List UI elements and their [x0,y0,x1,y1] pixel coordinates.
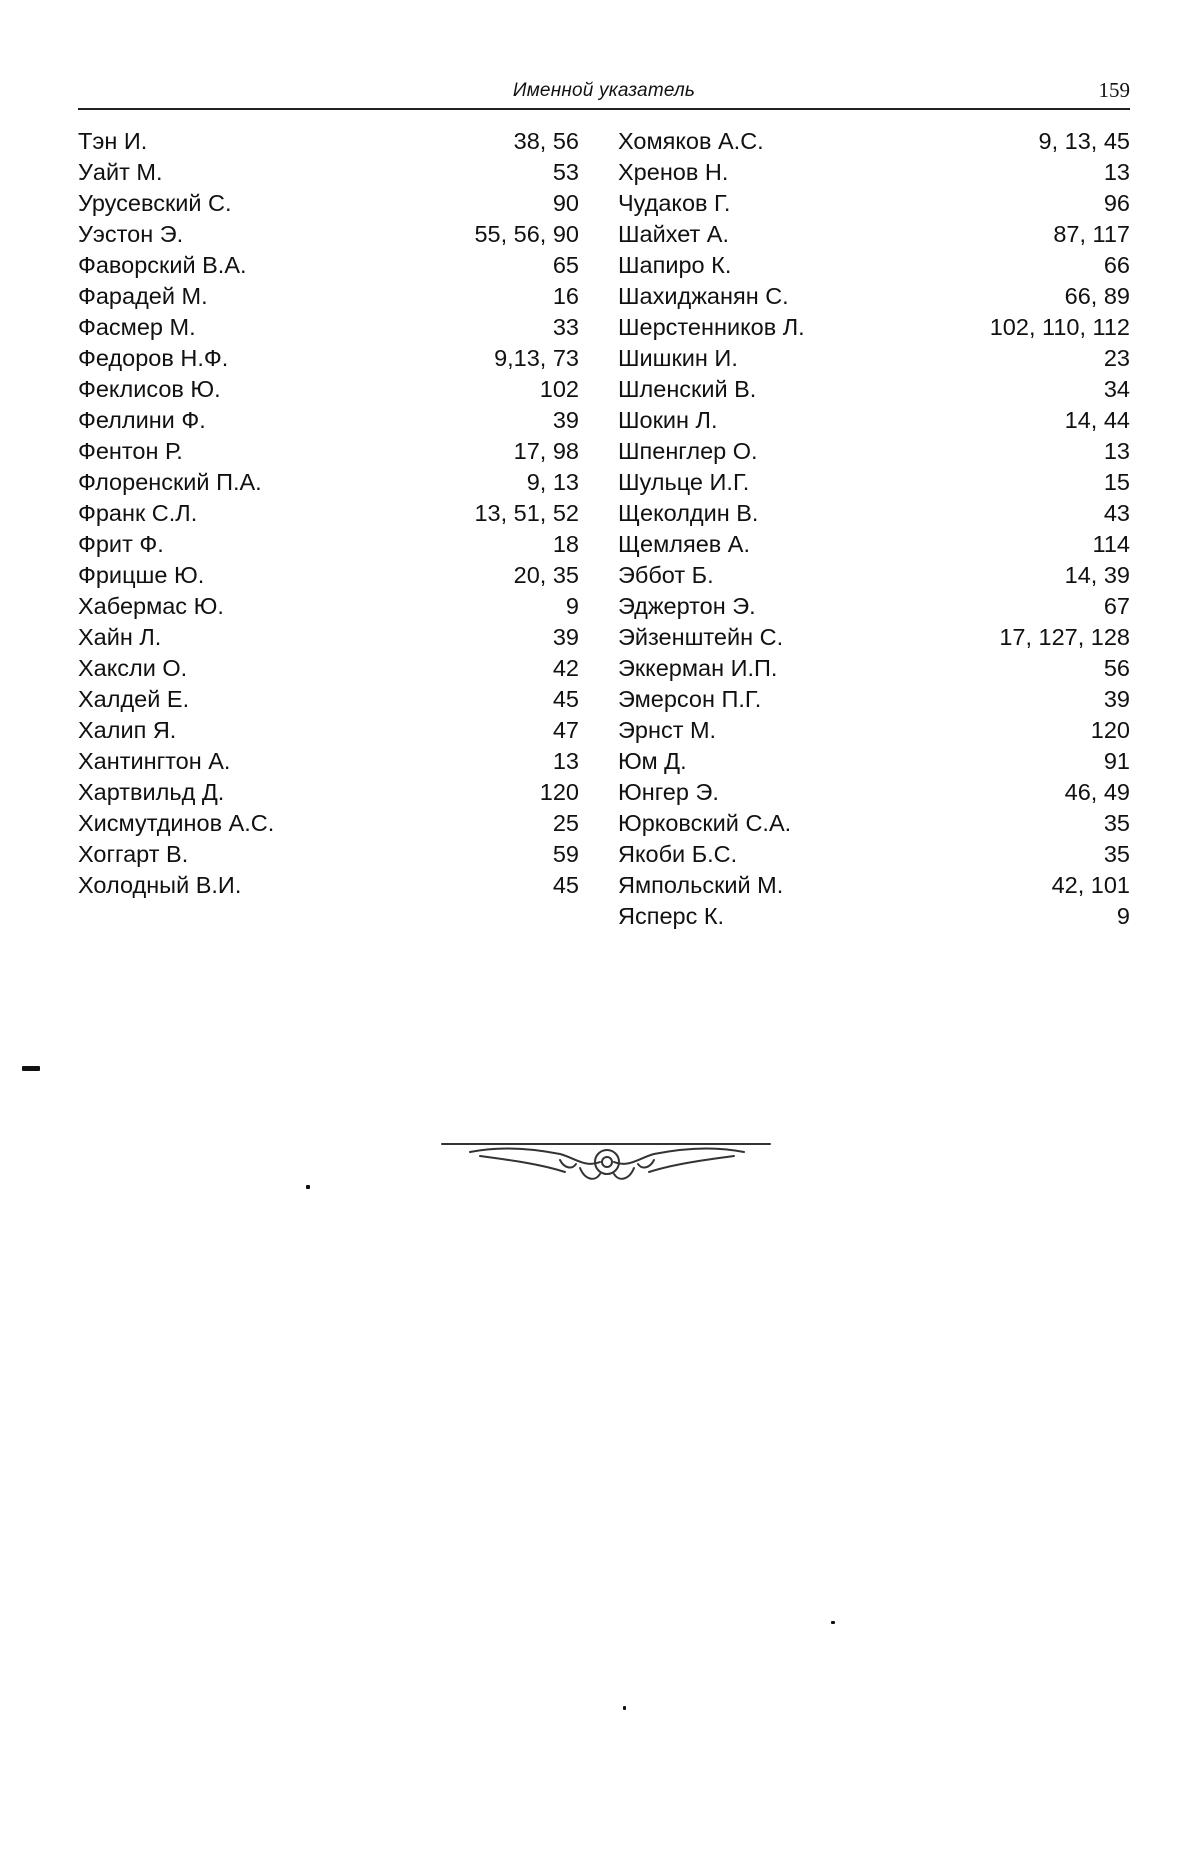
entry-pages: 96 [1103,190,1130,216]
entry-pages: 9 [1116,903,1130,929]
entry-pages: 114 [1092,531,1130,557]
entry-pages: 90 [552,190,579,216]
entry-name: Фарадей М. [78,283,208,309]
dust-speck [623,1706,626,1710]
entry-pages: 15 [1103,469,1130,495]
entry-name: Хартвильд Д. [78,779,225,805]
entry-name: Ясперс К. [618,903,725,929]
entry-name: Феклисов Ю. [78,376,221,402]
entry-name: Юрковский С.А. [618,810,792,836]
entry-pages: 47 [552,717,579,743]
decorative-vignette-icon [440,1138,774,1186]
entry-pages: 13 [1103,159,1130,185]
index-entry [78,746,579,777]
entry-name: Хаксли О. [78,655,188,681]
index-entry [78,684,579,715]
margin-mark [22,1066,40,1071]
entry-pages: 67 [1103,593,1130,619]
entry-pages: 9 [565,593,579,619]
index-entry [618,591,1130,622]
entry-pages: 25 [552,810,579,836]
index-entry [78,870,579,901]
entry-pages: 23 [1103,345,1130,371]
entry-pages: 9, 13, 45 [1038,128,1130,154]
entry-name: Хоггарт В. [78,841,189,867]
entry-name: Хисмутдинов А.С. [78,810,275,836]
index-entry [78,560,579,591]
entry-name: Феллини Ф. [78,407,206,433]
index-entry [78,126,579,157]
index-entry [618,126,1130,157]
entry-name: Флоренский П.А. [78,469,262,495]
entry-name: Фасмер М. [78,314,196,340]
entry-pages: 17, 127, 128 [999,624,1130,650]
entry-pages: 17, 98 [513,438,579,464]
index-entry [78,467,579,498]
entry-pages: 38, 56 [513,128,579,154]
index-entry [78,312,579,343]
entry-name: Шленский В. [618,376,757,402]
entry-name: Эмерсон П.Г. [618,686,762,712]
entry-pages: 20, 35 [513,562,579,588]
entry-name: Щеколдин В. [618,500,759,526]
index-entry [618,312,1130,343]
index-entry [618,622,1130,653]
index-entry [618,157,1130,188]
entry-pages: 14, 44 [1064,407,1130,433]
entry-pages: 35 [1103,810,1130,836]
entry-name: Халдей Е. [78,686,190,712]
entry-pages: 43 [1103,500,1130,526]
index-entry [618,405,1130,436]
entry-pages: 65 [552,252,579,278]
entry-pages: 66 [1103,252,1130,278]
entry-name: Щемляев А. [618,531,750,557]
index-entry [78,374,579,405]
index-entry [618,343,1130,374]
entry-pages: 39 [552,407,579,433]
index-entry [618,901,1130,932]
entry-pages: 39 [1103,686,1130,712]
entry-name: Шульце И.Г. [618,469,750,495]
entry-name: Эккерман И.П. [618,655,778,681]
entry-pages: 34 [1103,376,1130,402]
index-entry [78,529,579,560]
index-entry [618,374,1130,405]
entry-pages: 45 [552,686,579,712]
index-entry [618,219,1130,250]
entry-pages: 102, 110, 112 [989,314,1130,340]
entry-pages: 16 [552,283,579,309]
index-entry [618,777,1130,808]
entry-pages: 18 [552,531,579,557]
entry-name: Шпенглер О. [618,438,758,464]
entry-pages: 9,13, 73 [494,345,579,371]
entry-pages: 14, 39 [1064,562,1130,588]
entry-name: Чудаков Г. [618,190,731,216]
index-entry [618,808,1130,839]
index-entry [618,436,1130,467]
entry-name: Тэн И. [78,128,148,154]
index-entry [618,715,1130,746]
entry-name: Якоби Б.С. [618,841,738,867]
entry-name: Фрит Ф. [78,531,164,557]
entry-pages: 66, 89 [1064,283,1130,309]
running-title: Именной указатель [512,80,696,101]
entry-pages: 59 [552,841,579,867]
dust-speck [831,1621,835,1624]
index-entry [78,188,579,219]
entry-pages: 120 [539,779,579,805]
index-entry [78,777,579,808]
entry-name: Шерстенников Л. [618,314,805,340]
entry-name: Эббот Б. [618,562,714,588]
entry-pages: 9, 13 [526,469,579,495]
index-entry [618,870,1130,901]
entry-pages: 45 [552,872,579,898]
index-entry [618,746,1130,777]
entry-pages: 55, 56, 90 [474,221,579,247]
entry-name: Шишкин И. [618,345,738,371]
entry-name: Шокин Л. [618,407,718,433]
entry-name: Ямпольский М. [618,872,784,898]
index-entry [618,498,1130,529]
entry-name: Уэстон Э. [78,221,184,247]
index-entry [78,622,579,653]
entry-name: Уайт М. [78,159,163,185]
entry-pages: 39 [552,624,579,650]
entry-pages: 35 [1103,841,1130,867]
entry-name: Юм Д. [618,748,687,774]
entry-pages: 91 [1103,748,1130,774]
index-entry [78,498,579,529]
index-entry [618,684,1130,715]
entry-name: Фрицше Ю. [78,562,205,588]
entry-name: Халип Я. [78,717,177,743]
entry-name: Юнгер Э. [618,779,719,805]
entry-pages: 46, 49 [1064,779,1130,805]
dust-speck [306,1185,310,1189]
index-entry [78,405,579,436]
index-entry [78,250,579,281]
entry-pages: 13 [552,748,579,774]
index-entry [618,281,1130,312]
entry-name: Хабермас Ю. [78,593,224,619]
entry-name: Федоров Н.Ф. [78,345,229,371]
index-entry [618,560,1130,591]
index-column-left [78,126,579,901]
index-entry [78,281,579,312]
entry-name: Фентон Р. [78,438,183,464]
entry-name: Шапиро К. [618,252,732,278]
index-entry [78,219,579,250]
entry-pages: 87, 117 [1053,221,1130,247]
index-entry [618,653,1130,684]
index-entry [618,839,1130,870]
entry-name: Хомяков А.С. [618,128,764,154]
entry-name: Шайхет А. [618,221,730,247]
entry-name: Фаворский В.А. [78,252,247,278]
page-number: 159 [1098,78,1130,102]
entry-pages: 13, 51, 52 [474,500,579,526]
entry-pages: 120 [1090,717,1130,743]
entry-pages: 42, 101 [1051,872,1130,898]
entry-name: Эджертон Э. [618,593,756,619]
entry-name: Урусевский С. [78,190,232,216]
index-entry [618,188,1130,219]
entry-pages: 53 [552,159,579,185]
entry-name: Хренов Н. [618,159,729,185]
entry-name: Франк С.Л. [78,500,198,526]
index-entry [78,157,579,188]
index-entry [78,715,579,746]
entry-name: Эрнст М. [618,717,717,743]
entry-pages: 42 [552,655,579,681]
entry-name: Шахиджанян С. [618,283,789,309]
entry-name: Холодный В.И. [78,872,242,898]
entry-pages: 56 [1103,655,1130,681]
index-column-right [618,126,1130,932]
entry-name: Хантингтон А. [78,748,231,774]
index-entry [618,250,1130,281]
index-entry [78,343,579,374]
entry-pages: 102 [539,376,579,402]
index-entry [78,436,579,467]
entry-pages: 33 [552,314,579,340]
index-entry [78,839,579,870]
entry-name: Эйзенштейн С. [618,624,784,650]
entry-pages: 13 [1103,438,1130,464]
entry-name: Хайн Л. [78,624,162,650]
running-header [78,78,1130,110]
index-entry [618,467,1130,498]
index-entry [78,653,579,684]
index-entry [618,529,1130,560]
index-entry [78,591,579,622]
index-entry [78,808,579,839]
